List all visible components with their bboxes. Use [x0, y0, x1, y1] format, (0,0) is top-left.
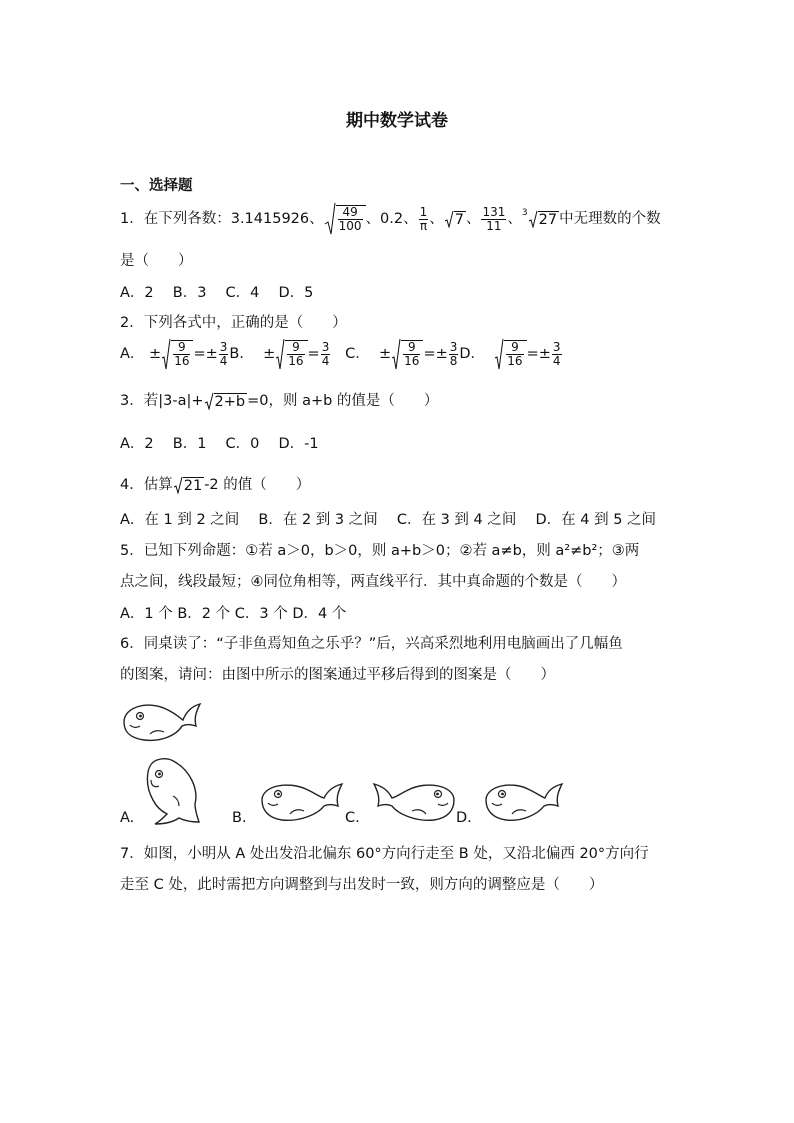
fish-option-c-image[interactable]: [370, 778, 458, 824]
q6-option-d-label: D.: [456, 810, 472, 826]
page-title: 期中数学试卷: [346, 111, 448, 131]
question-6-line-1: 6．同桌读了：“子非鱼焉知鱼之乐乎？”后，兴高采烈地利用电脑画出了几幅鱼: [120, 636, 623, 652]
section-heading: 一、选择题: [120, 178, 193, 194]
frac-1-pi: $\frac{1}{\pi}$: [419, 204, 428, 233]
question-5-line-1: 5．已知下列命题：①若 a＞0，b＞0，则 a+b＞0；②若 a≠b，则 a²≠b²；③两: [120, 543, 640, 559]
fish-option-d-image[interactable]: [482, 778, 564, 824]
question-2-options: A． ± $\frac{9}{16}$ =± $\frac{3}{4}$ B． ± $\frac{9}{16}$ = $\frac{3}{4}$ C． ± $\frac{9}{16}$ =± $\frac{3}{8}$ D． $\frac{9}{16}$ =± $\frac{3}{4}$: [120, 339, 561, 368]
question-1-line-1: 1．在下列各数：3.1415926、 $\frac{49}{100}$ 、0.2、 $\frac{1}{\pi}$ 、 7 、 $\frac{131}{11}$ 、$^3$ 27 中无理数的个数: [120, 202, 661, 236]
question-7-line-1: 7．如图，小明从 A 处出发沿北偏东 60°方向行走至 B 处，又沿北偏西 20°方向行: [120, 846, 649, 862]
q1-pre: 1．在下列各数：3.1415926、: [120, 211, 324, 227]
sqrt-7: 7: [444, 210, 466, 228]
question-3-options: A．2 B．1 C．0 D．-1: [120, 436, 319, 452]
question-3-text: 3．若|3-a|+ 2+b =0，则 a+b 的值是（ ）: [120, 393, 439, 410]
question-6-line-2: 的图案，请问：由图中所示的图案通过平移后得到的图案是（ ）: [120, 667, 555, 683]
fish-option-b-image[interactable]: [258, 778, 346, 824]
cbrt-27: $^3$ 27: [521, 208, 558, 228]
question-1-line-2: 是（ ）: [120, 253, 193, 269]
q6-option-c-label: C.: [345, 810, 360, 826]
q6-option-b-label: B.: [232, 810, 247, 826]
question-5-line-2: 点之间，线段最短；④同位角相等，两直线平行．其中真命题的个数是（ ）: [120, 574, 626, 590]
frac-131-11: $\frac{131}{11}$: [482, 204, 506, 233]
question-2-text: 2．下列各式中，正确的是（ ）: [120, 315, 347, 331]
sqrt-49-100: $\frac{49}{100}$: [324, 202, 366, 236]
question-4-options: A．在 1 到 2 之间 B．在 2 到 3 之间 C．在 3 到 4 之间 D．在 4 到 5 之间: [120, 512, 657, 528]
question-7-line-2: 走至 C 处，此时需把方向调整到与出发时一致，则方向的调整应是（ ）: [120, 877, 604, 893]
fish-option-a-image[interactable]: [143, 756, 209, 826]
reference-fish-image: [120, 698, 202, 746]
question-5-options: A．1 个 B．2 个 C．3 个 D．4 个: [120, 606, 347, 622]
q6-option-a-label: A.: [120, 810, 135, 826]
question-4-text: 4．估算 21 -2 的值（ ）: [120, 477, 311, 494]
question-1-options: A．2 B．3 C．4 D．5: [120, 285, 314, 301]
